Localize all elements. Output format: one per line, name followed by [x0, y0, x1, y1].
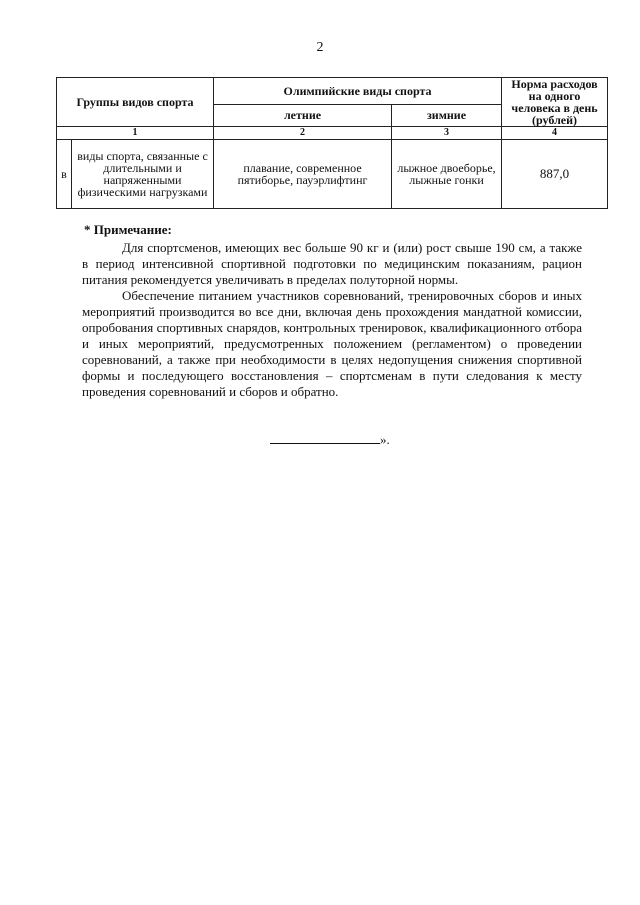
page-number: 2	[316, 40, 324, 55]
closing-underline	[270, 433, 380, 444]
header-groups: Группы видов спорта	[57, 78, 214, 127]
column-number: 1	[57, 127, 214, 140]
row-summer-sports: плавание, современное пятиборье, пауэрлифтинг	[214, 140, 392, 209]
note-title: * Примечание:	[84, 222, 172, 237]
row-winter-sports: лыжное двоеборье, лыжные гонки	[392, 140, 502, 209]
row-group: виды спорта, связанные с длительными и напряженными физическими нагрузками	[72, 140, 214, 209]
row-norm-value: 887,0	[502, 140, 608, 209]
header-norm: Норма расходов на одного человека в день (рублей)	[502, 78, 608, 127]
header-olympic: Олимпийские виды спорта	[214, 78, 502, 105]
closing-line	[270, 432, 390, 448]
table-row	[57, 140, 608, 209]
row-letter: в	[57, 140, 72, 209]
column-number: 2	[214, 127, 392, 140]
note-paragraph: Для спортсменов, имеющих вес больше 90 кг и (или) рост свыше 190 см, а также в период интенсивной спортивной подготовки по медицинским показаниям, рацион питания рекомендуется увеличивать в пределах полуторной нормы.	[82, 240, 582, 287]
header-summer: летние	[214, 104, 392, 126]
closing-mark: ».	[380, 432, 390, 447]
note-section	[82, 222, 582, 400]
column-number: 3	[392, 127, 502, 140]
column-numbers-row	[57, 127, 608, 140]
column-number: 4	[502, 127, 608, 140]
note-paragraph: Обеспечение питанием участников соревнований, тренировочных сборов и иных мероприятий производится во все дни, включая день прохождения мандатной комиссии, опробования спортивных снарядов, контрольных тренировок, квалификационного отбора и иных мероприятий, предусмотренных положением (регламентом) о проведении соревнований, а также при необходимости в целях недопущения снижения спортивной формы и последующего восстановления – спортсменам в пути следования к месту проведения соревнований и сборов и обратно.	[82, 288, 582, 399]
food-norms-table	[56, 77, 608, 209]
header-winter: зимние	[392, 104, 502, 126]
